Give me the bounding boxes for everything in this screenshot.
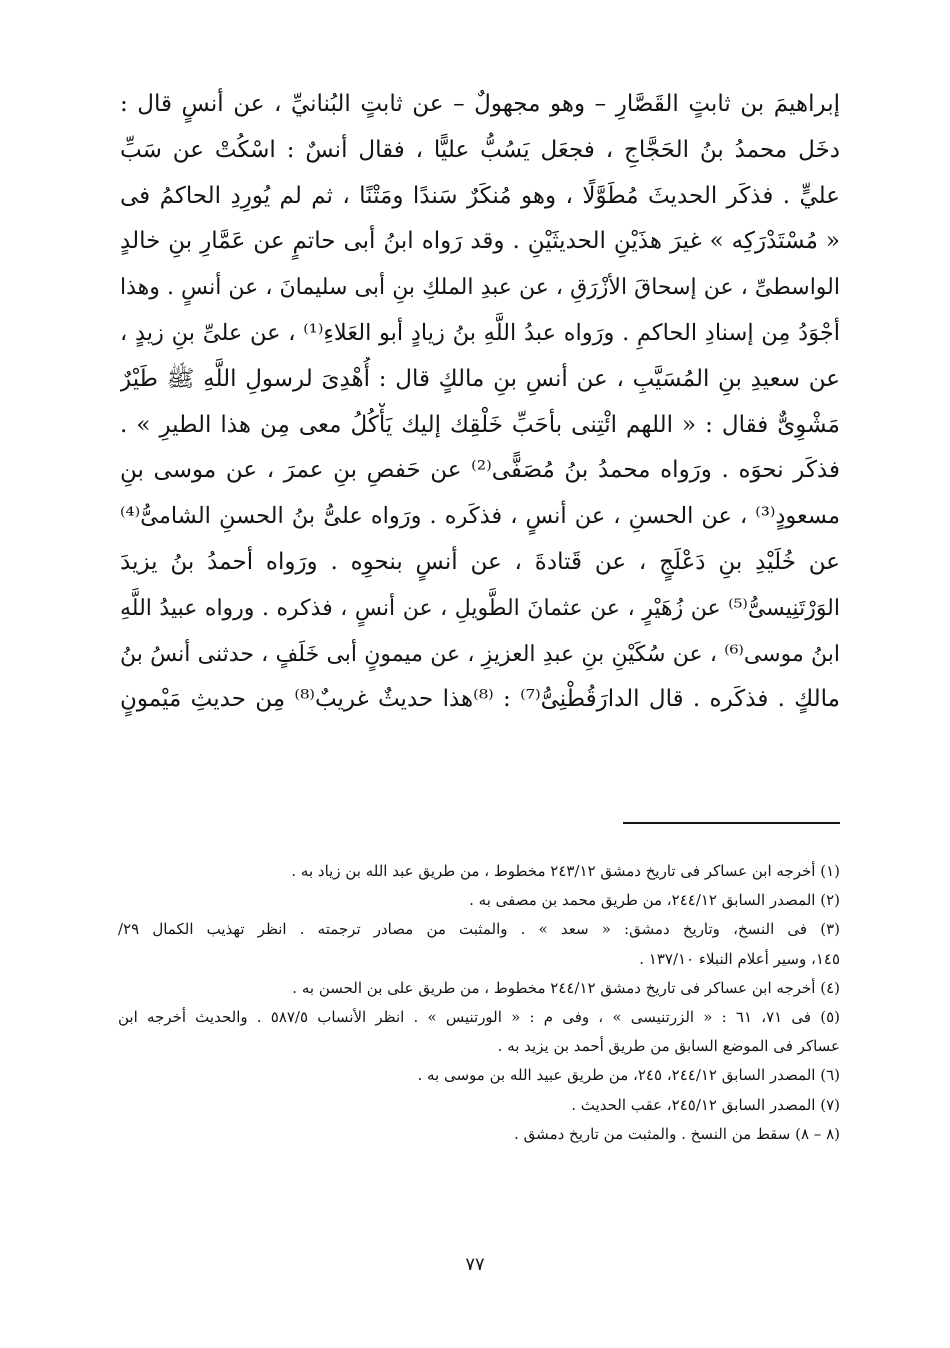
text-line: مالكٍ . فذكَره . قال الدارَقُطْنِىُّ⁽⁷⁾ : ⁽⁸⁾هذا حديثٌ غريبٌ⁽⁸⁾ مِن حديثِ مَيْمونٍ [120, 686, 840, 713]
footnote-line: (٦) المصدر السابق ٢٤٤/١٢، ٢٤٥، من طريق عبيد الله بن موسى به . [417, 1066, 840, 1085]
page-number: ٧٧ [465, 1254, 485, 1275]
text-line: عن سعيدِ بنِ المُسَيَّبِ ، عن أنسِ بنِ مالكٍ قال : أُهْدِىَ لرسولِ اللَّهِ ﷺ طَيْرٌ [120, 365, 840, 392]
footnote-line: (١) أخرجه ابن عساكر فى تاريخ دمشق ٢٤٣/١٢ مخطوط ، من طريق عبد الله بن زياد به . [291, 862, 840, 880]
text-line: عن خُلَيْدِ بنِ دَعْلَجٍ ، عن قَتادةَ ، عن أنسٍ بنحوِه . ورَواه أحمدُ بنُ يزيدَ [120, 548, 840, 575]
footnote-line: (٤) أخرجه ابن عساكر فى تاريخ دمشق ٢٤٤/١٢ مخطوط ، من طريق على بن الحسن به . [292, 978, 840, 997]
text-line: مسعودٍ⁽³⁾ ، عن الحسنِ ، عن أنسٍ ، فذكَره . ورَواه علىُّ بنُ الحسنِ الشامىُّ⁽⁴⁾ [120, 503, 840, 530]
text-line: دخَل محمدُ بنُ الحَجَّاجِ ، فجعَل يَسُبُّ عليًّا ، فقال أنسٌ : اسْكُتْ عن سَبِّ [120, 136, 840, 163]
footnote-line: (٨ – ٨) سقط من النسخ . والمثبت من تاريخ دمشق . [514, 1124, 840, 1143]
text-line: عليٍّ . فذكَر الحديثَ مُطَوَّلًا ، وهو مُنكَرٌ سَندًا ومَتْنًا ، ثم لم يُورِدِ الحاكمُ فى [120, 182, 840, 209]
footnote-separator [623, 822, 840, 824]
text-line: الواسطىِّ ، عن إسحاقَ الأزْرَقِ ، عن عبدِ الملكِ بنِ أبى سليمانَ ، عن أنسٍ . وهذا [120, 275, 840, 301]
footnote-line: (٢) المصدر السابق ٢٤٤/١٢، من طريق محمد بن مصفى به . [469, 891, 840, 910]
text-line: إبراهيمَ بن ثابتٍ القَصَّارِ – وهو مجهولٌ – عن ثابتٍ البُنانيِّ ، عن أنسٍ قال : [120, 91, 840, 117]
text-line: الوَرْتَنِيسىُّ⁽⁵⁾ عن زُهَيْرٍ ، عن عثمانَ الطَّويلِ ، عن أنسٍ ، فذكره . ورواه عبيدُ اللَّهِ [120, 595, 840, 621]
text-line: أجْوَدُ مِن إسنادِ الحاكمِ . ورَواه عبدُ اللَّهِ بنُ زيادٍ أبو العَلاءِ⁽¹⁾ ، عن علىِّ بنِ زيدٍ ، [120, 319, 840, 346]
footnote-line: عساكر فى الموضع السابق من طريق أحمد بن يزيد به . [497, 1037, 840, 1056]
footnote-line: (٥) فى ٧١، ٦١ : « الزرتنيسى » ، وفى م : « الورتنيس » . انظر الأنساب ٥٨٧/٥ . والحديث أخرجه ابن [118, 1007, 840, 1026]
footnote-line: (٣) فى النسخ، وتاريخ دمشق: « سعد » . والمثبت من مصادر ترجمته . انظر تهذيب الكمال ٢٩/ [118, 920, 840, 939]
footnote-line: (٧) المصدر السابق ٢٤٥/١٢، عقب الحديث . [571, 1095, 840, 1114]
text-line: مَشْوِىٌّ فقال : « اللهم ائْتِنى بأحَبِّ خَلْقِك إليك يَأْكُلُ معى مِن هذا الطيرِ » . [120, 411, 840, 438]
main-text-body [120, 82, 840, 723]
text-line: فذكَر نحوَه . ورَواه محمدُ بنُ مُصَفًّى⁽²⁾ عن حَفصِ بنِ عمرَ ، عن موسى بنِ [120, 457, 840, 484]
footnote-line: ١٤٥، وسير أعلام النبلاء ١٣٧/١٠ . [639, 949, 840, 968]
text-line: ابنُ موسى⁽⁶⁾ ، عن سُكَيْنِ بنِ عبدِ العزيزِ ، عن ميمونٍ أبى خَلَفٍ ، حدثنى أنسُ بنُ [120, 641, 840, 667]
text-line: « مُسْتَدْرَكِه » غيرَ هذَيْنِ الحديثَيْنِ . وقد رَواه ابنُ أبى حاتمٍ عن عَمَّارِ بنِ خالدٍ [120, 228, 840, 255]
footnotes-section [118, 857, 840, 1149]
